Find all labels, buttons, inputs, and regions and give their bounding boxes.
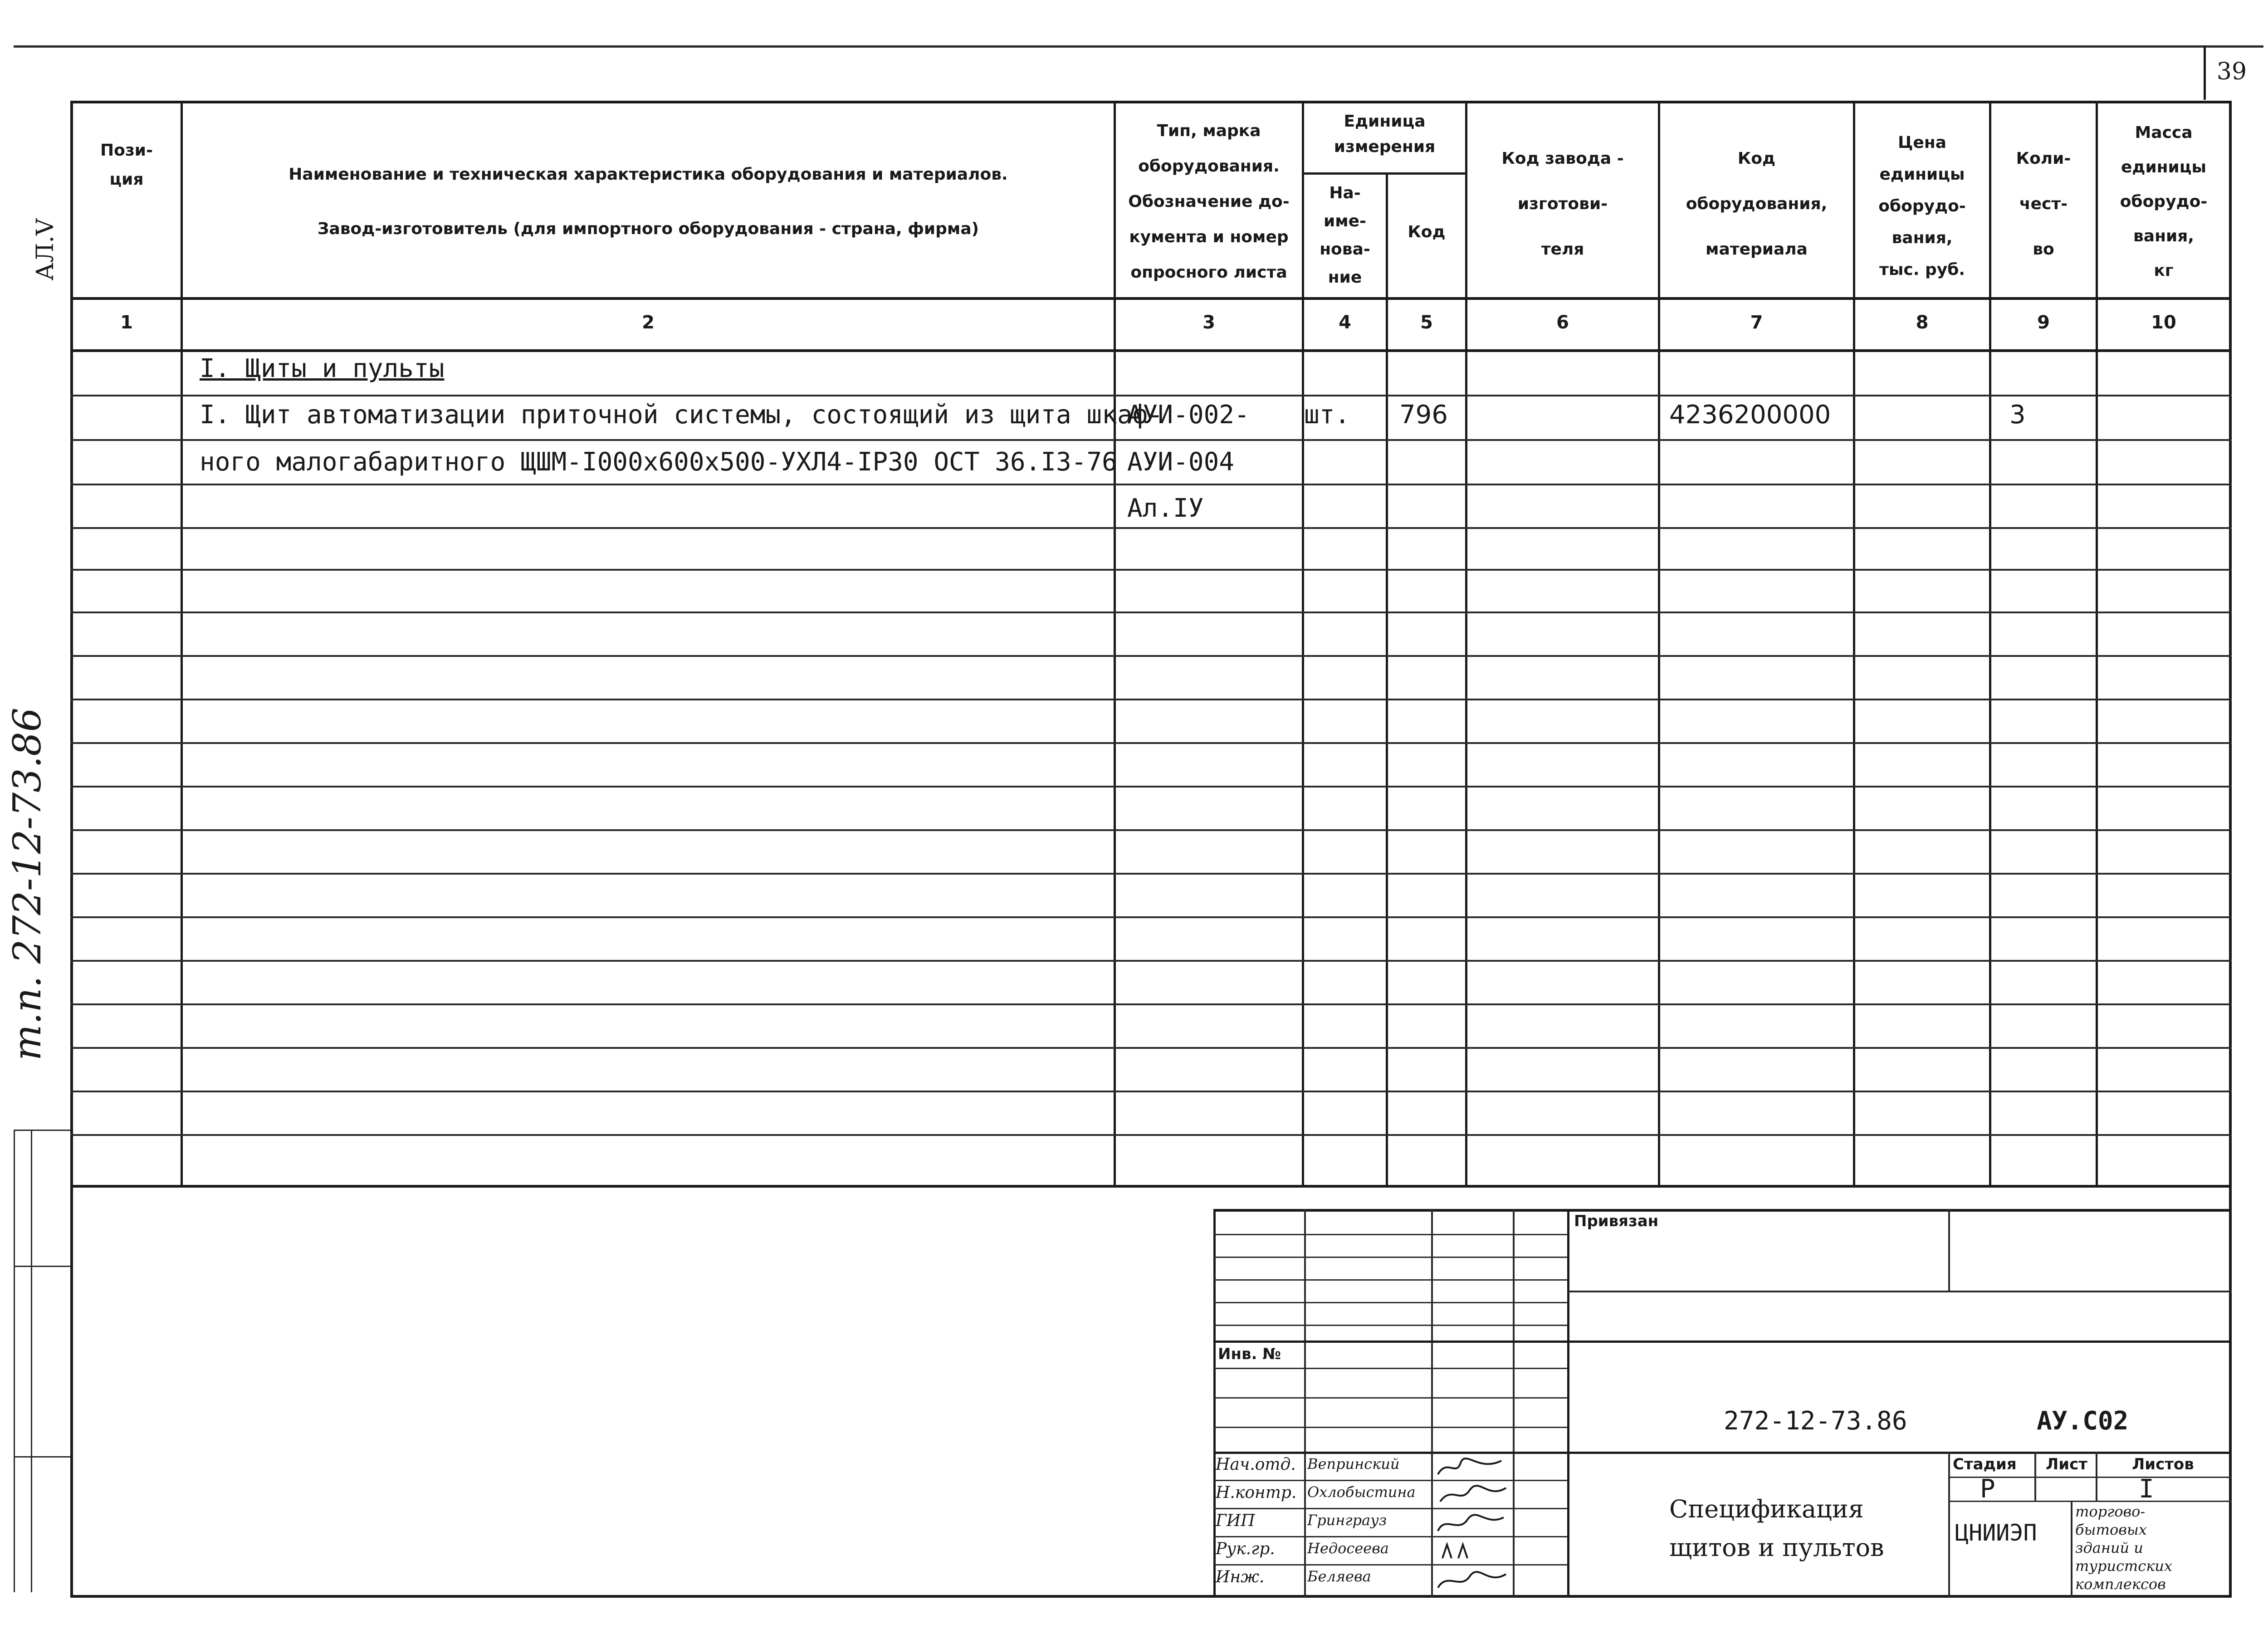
row-rule (70, 786, 2232, 788)
tb-doc-title-2: щитов и пультов (1669, 1533, 1884, 1562)
row1-unit-code: 796 (1399, 400, 1448, 430)
tb-row (1213, 1452, 2232, 1454)
header-quantity: Коли- чест- во (2016, 149, 2071, 259)
row-rule (70, 1134, 2232, 1136)
col-number-10: 10 (2151, 312, 2176, 333)
tb-row (1213, 1340, 2232, 1343)
margin-box-line (14, 1266, 70, 1267)
signature-mark-5 (1438, 1572, 1506, 1588)
row-rule (70, 960, 2232, 962)
margin-box-line (14, 1456, 70, 1458)
header-position: Пози- ция (100, 141, 153, 189)
row1-quantity: 3 (2009, 400, 2026, 430)
table-bottom-border (70, 1595, 2232, 1598)
row-rule (70, 484, 2232, 485)
tb-doc-mark: АУ.С02 (2037, 1406, 2129, 1436)
tb-left (1213, 1209, 1216, 1597)
header-name: Наименование и техническая характеристика оборудования и материалов. Завод-изготовитель (для импортного оборудования - страна, фирма) (288, 165, 1008, 238)
tb-org-name: ЦНИИЭП (1955, 1520, 2037, 1546)
signature-mark-4 (1442, 1545, 1467, 1558)
tb-sheets-label: Листов (2132, 1455, 2194, 1473)
row-rule (70, 439, 2232, 441)
tb-sig-col3 (1513, 1209, 1515, 1597)
tb-sig-col1 (1304, 1209, 1306, 1597)
table-top-border (70, 101, 2232, 103)
tb-row (1213, 1368, 1567, 1369)
row-rule (70, 527, 2232, 529)
row-rule (70, 1003, 2232, 1005)
header-unit-group: Единица измерения (1334, 112, 1436, 156)
header-equipment-code: Код оборудования, материала (1686, 149, 1828, 259)
row1-name: I. Щит автоматизации приточной системы, состоящий из щита шкаф- (200, 400, 1163, 430)
tb-sig-col2 (1431, 1209, 1433, 1597)
header-unit-name: На- име- нова- ние (1320, 184, 1370, 287)
tb-top (1213, 1209, 2232, 1212)
tb-row (1213, 1508, 1567, 1509)
row-rule (70, 742, 2232, 744)
sig-role-1: Нач.отд. (1216, 1455, 1296, 1474)
col-sep-1 (181, 101, 183, 1187)
project-label: т.п. 272-12-73.86 (5, 707, 49, 1061)
tb-doc-code: 272-12-73.86 (1724, 1406, 1907, 1436)
row2-name: ного малогабаритного ЩШМ-I000x600x500-УХЛ4-IP30 ОСТ 36.I3-76 (200, 447, 1117, 477)
tb-sheet-label: Лист (2046, 1455, 2087, 1473)
tb-row (1213, 1325, 1567, 1326)
signature-mark-3 (1438, 1515, 1504, 1531)
margin-box-line (31, 1130, 32, 1592)
row1-type: АУИ-002- (1127, 400, 1250, 430)
row-rule (70, 699, 2232, 700)
tb-doc-title-1: Спецификация (1669, 1495, 1864, 1523)
unit-group-rule (1302, 172, 1467, 175)
tb-row (1213, 1427, 1567, 1428)
col-number-2: 2 (642, 312, 655, 333)
sig-role-2: Н.контр. (1216, 1483, 1297, 1502)
header-unit-code: Код (1408, 223, 1446, 241)
sig-name-4: Недосеева (1307, 1540, 1389, 1557)
tb-privyazan-label: Привязан (1574, 1212, 1659, 1230)
album-label: АЛ.V (32, 218, 59, 281)
col-number-6: 6 (1556, 312, 1569, 333)
row2-type: АУИ-004 (1127, 447, 1235, 477)
margin-box-line (14, 1130, 15, 1592)
tb-row (1213, 1279, 1567, 1281)
sig-role-5: Инж. (1216, 1568, 1265, 1586)
row-rule (70, 395, 2232, 396)
header-plant-code: Код завода - изготови- теля (1501, 149, 1624, 259)
sig-role-3: ГИП (1216, 1512, 1255, 1530)
sheet-number-box-left (2204, 45, 2206, 100)
tb-row (1213, 1564, 1567, 1566)
row1-unit-name: шт. (1304, 400, 1350, 430)
top-page-rule (14, 45, 2263, 48)
signature-mark-2 (1440, 1486, 1506, 1502)
col-number-8: 8 (1916, 312, 1929, 333)
signature-mark-1 (1438, 1458, 1501, 1474)
col-number-7: 7 (1750, 312, 1763, 333)
tb-row (1213, 1234, 1567, 1235)
col-number-4: 4 (1339, 312, 1351, 333)
sheet-number: 39 (2216, 58, 2247, 85)
tb-inv-label: Инв. № (1218, 1345, 1281, 1363)
col-number-3: 3 (1202, 312, 1215, 333)
tb-org-note: торгово- бытовых зданий и туристских комплексов (2075, 1503, 2172, 1593)
col-number-9: 9 (2037, 312, 2050, 333)
tb-privyazan-right (1948, 1209, 1950, 1291)
tb-row (1213, 1257, 1567, 1258)
row-rule (70, 829, 2232, 831)
row1-equipment-code: 4236200000 (1669, 400, 1831, 430)
signature-scribbles (1433, 1454, 1513, 1597)
row-rule (70, 1047, 2232, 1049)
tb-stage-value: Р (1980, 1474, 1995, 1504)
section-title: I. Щиты и пульты (200, 354, 445, 383)
row-rule (70, 612, 2232, 613)
tb-stage-left (1948, 1452, 1950, 1597)
col-number-1: 1 (120, 312, 133, 333)
tb-row (1213, 1480, 1567, 1481)
sig-name-5: Беляева (1307, 1568, 1371, 1585)
header-type: Тип, марка оборудования. Обозначение до- кумента и номер опросного листа (1128, 122, 1290, 282)
header-bottom-rule (70, 297, 2232, 300)
tb-row (1213, 1397, 1567, 1399)
row-rule (70, 916, 2232, 918)
tb-row (1213, 1536, 1567, 1537)
row-rule (70, 1091, 2232, 1092)
margin-box-line (14, 1130, 70, 1131)
tb-privyazan-bottom (1567, 1291, 2232, 1292)
row-rule (70, 569, 2232, 571)
row3-type: Ал.IУ (1127, 494, 1204, 523)
row-rule (70, 655, 2232, 657)
tb-sheets-value: I (2139, 1474, 2154, 1504)
table-body-bottom (70, 1185, 2232, 1188)
sig-name-2: Охлобыстина (1307, 1483, 1416, 1501)
header-mass: Масса единицы оборудо- вания, кг (2120, 123, 2208, 280)
sig-role-4: Рук.гр. (1216, 1540, 1275, 1558)
tb-stage-label: Стадия (1953, 1455, 2017, 1473)
row-rule (70, 873, 2232, 875)
sig-name-3: Гринграуз (1307, 1512, 1387, 1529)
colnum-bottom-rule (70, 349, 2232, 352)
tb-org-sep (2071, 1501, 2072, 1597)
tb-row (1213, 1302, 1567, 1303)
tb-main-left (1567, 1209, 1569, 1597)
col-number-5: 5 (1420, 312, 1433, 333)
sig-name-1: Вепринский (1307, 1455, 1400, 1473)
header-price: Цена единицы оборудо- вания, тыс. руб. (1878, 133, 1966, 279)
